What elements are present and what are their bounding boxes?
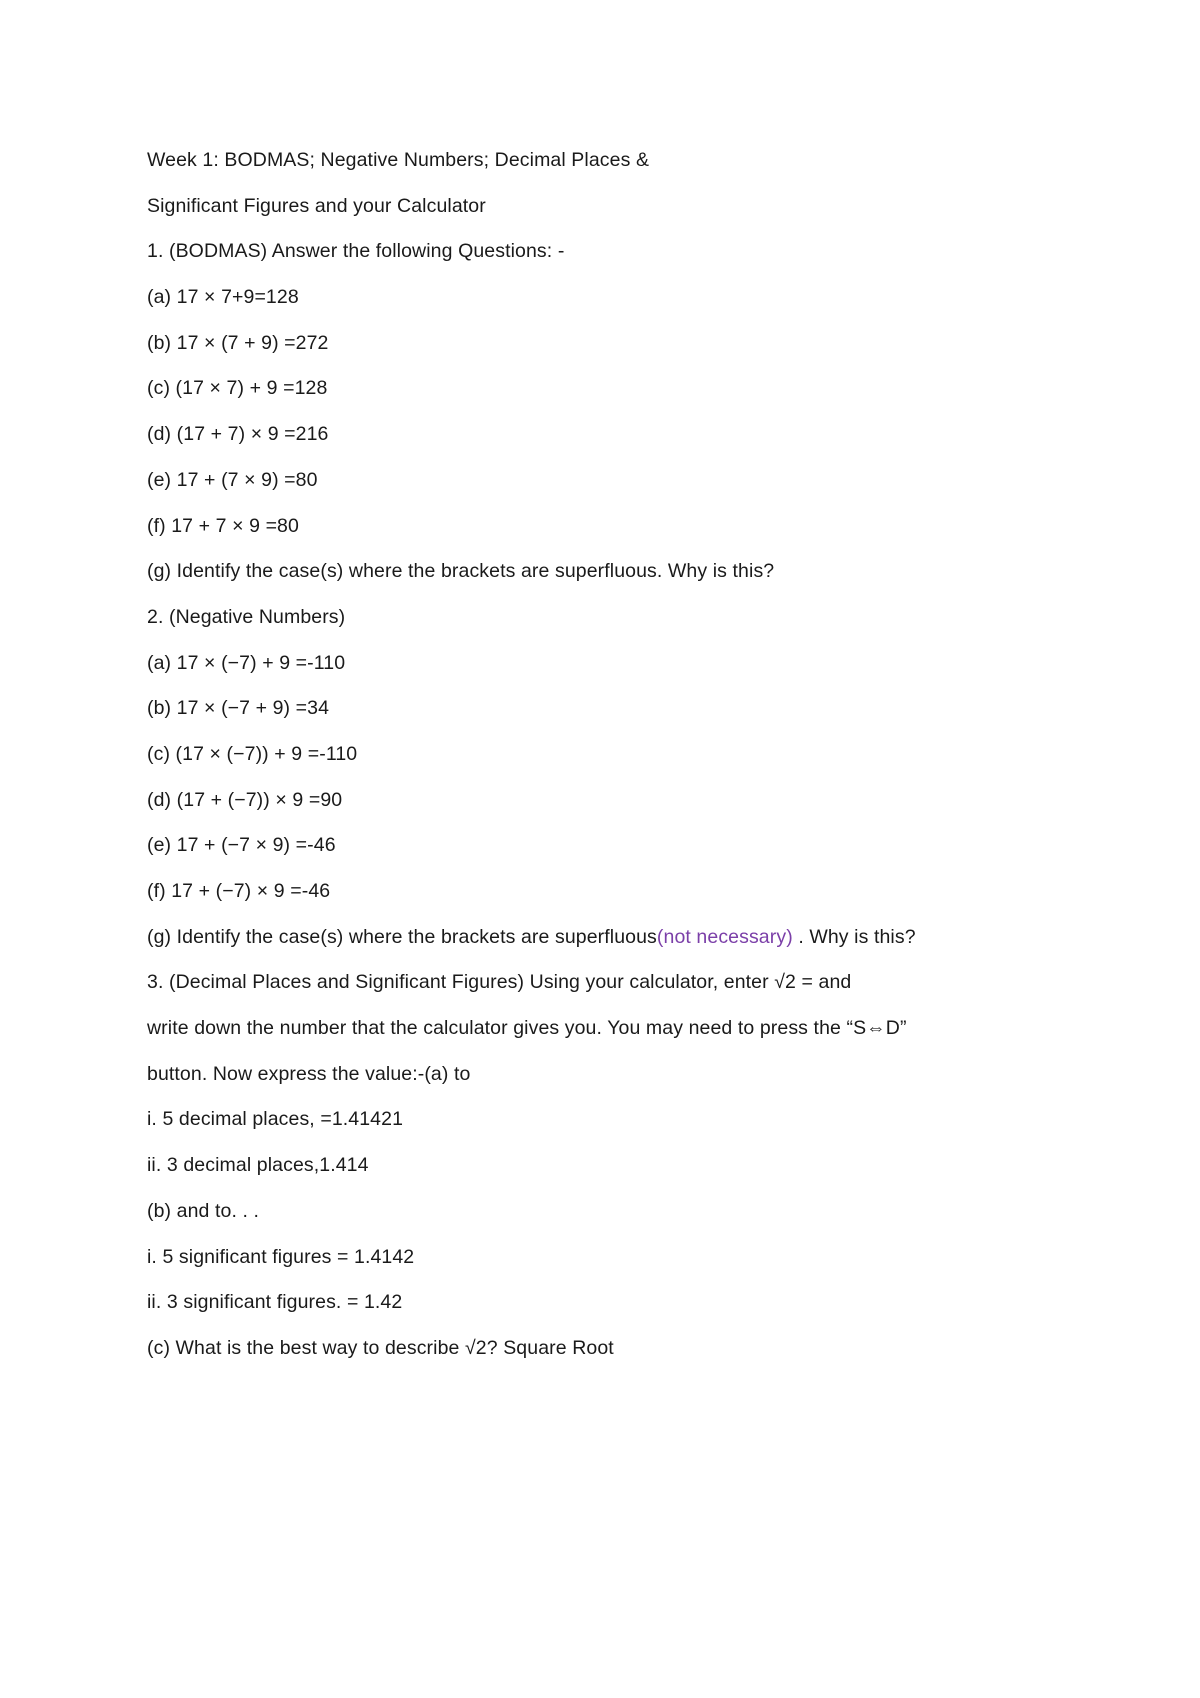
- negative-item-a: (a) 17 × (−7) + 9 =-110: [147, 651, 346, 674]
- bodmas-item-e: (e) 17 + (7 × 9) =80: [147, 468, 318, 491]
- decimal-places-5: i. 5 decimal places, =1.41421: [147, 1108, 404, 1131]
- negative-item-g: [147, 922, 1107, 968]
- section-3-c: (c) What is the best way to describe √2? Square Root: [147, 1336, 614, 1359]
- negative-item-g-text: (g) Identify the case(s) where the brackets are superfluous: [147, 925, 657, 948]
- bodmas-item-b: (b) 17 × (7 + 9) =272: [147, 331, 329, 354]
- bodmas-item-d: (d) (17 + 7) × 9 =216: [147, 423, 329, 446]
- section-2-heading: 2. (Negative Numbers): [147, 605, 346, 628]
- annotation-not-necessary: (not necessary): [656, 925, 793, 948]
- section-3-line-2: write down the number that the calculator gives you. You may need to press the “S⇔D”: [147, 1017, 907, 1040]
- section-3-heading: 3. (Decimal Places and Significant Figures) Using your calculator, enter √2 = and: [147, 971, 852, 994]
- document-body: [147, 145, 1107, 1379]
- negative-item-c: (c) (17 × (−7)) + 9 =-110: [147, 742, 358, 765]
- negative-item-f: (f) 17 + (−7) × 9 =-46: [147, 880, 331, 902]
- title-line-2: Significant Figures and your Calculator: [147, 194, 486, 217]
- title-line-1: Week 1: BODMAS; Negative Numbers; Decimal Places &: [147, 149, 650, 171]
- decimal-places-3: ii. 3 decimal places,1.414: [147, 1154, 369, 1177]
- bodmas-item-f: (f) 17 + 7 × 9 =80: [147, 514, 299, 537]
- bodmas-item-g: (g) Identify the case(s) where the brackets are superfluous. Why is this?: [147, 560, 775, 583]
- significant-figures-3: ii. 3 significant figures. = 1.42: [147, 1291, 403, 1314]
- negative-item-b: (b) 17 × (−7 + 9) =34: [147, 697, 330, 720]
- section-3-b: (b) and to. . .: [147, 1199, 260, 1222]
- section-3-line-3: button. Now express the value:-(a) to: [147, 1062, 471, 1085]
- negative-item-d: (d) (17 + (−7)) × 9 =90: [147, 788, 343, 811]
- significant-figures-5: i. 5 significant figures = 1.4142: [147, 1245, 415, 1268]
- negative-item-g-question: . Why is this?: [792, 925, 916, 948]
- bodmas-item-c: (c) (17 × 7) + 9 =128: [147, 377, 328, 400]
- section-1-heading: 1. (BODMAS) Answer the following Questions: -: [147, 240, 565, 263]
- negative-item-e: (e) 17 + (−7 × 9) =-46: [147, 834, 336, 857]
- bodmas-item-a: (a) 17 × 7+9=128: [147, 286, 299, 309]
